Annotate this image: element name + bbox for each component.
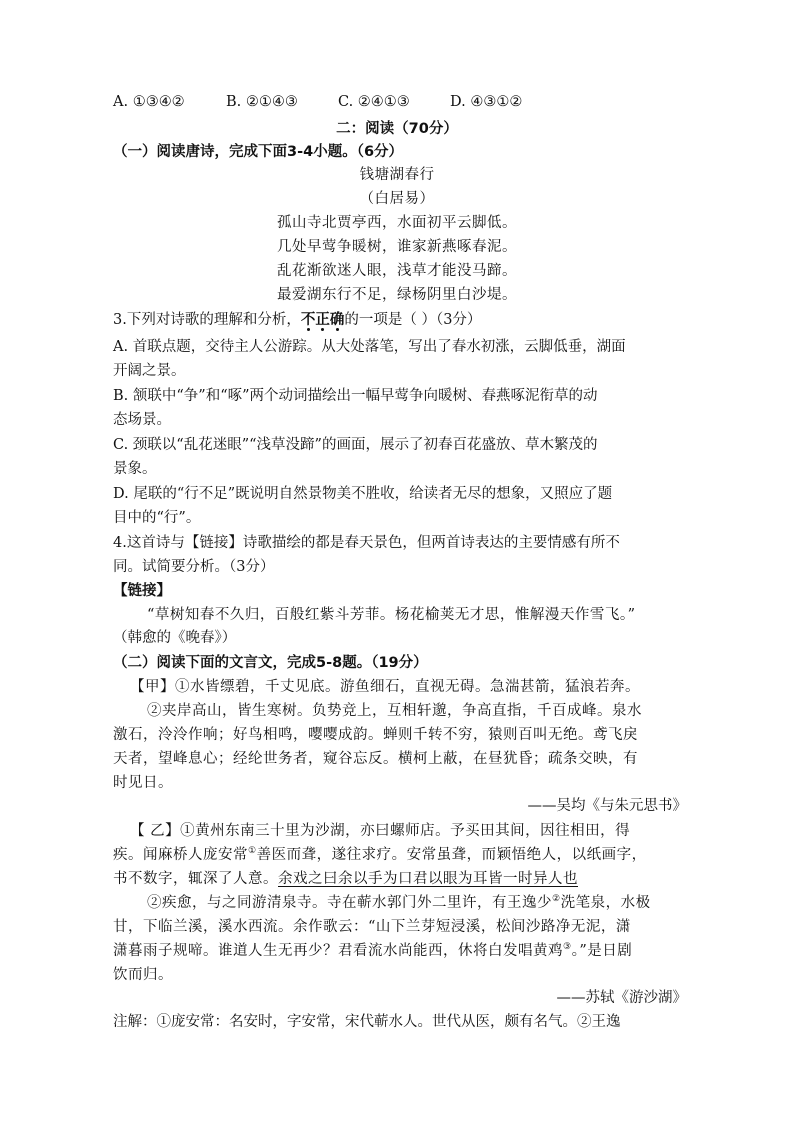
yi-source: ——苏轼《游沙湖》: [556, 990, 687, 1006]
jia-text-line: 激石，泠泠作响；好鸟相鸣，嘤嘤成韵。蝉则千转不穷，猿则百叫无绝。鸢飞戾: [113, 727, 638, 743]
emphasis-char: 确: [329, 312, 345, 328]
q3-option-b-cont: 态场景。: [113, 412, 171, 428]
annotation-notes: 注解：①庞安常：名安时，字安常，宋代蕲水人。世代从医，颇有名气。②王逸: [113, 1014, 621, 1030]
question-4-cont: 同。试简要分析。（3分）: [113, 559, 275, 575]
footnote-mark: ③: [563, 942, 572, 953]
emphasis-char: 不: [300, 312, 316, 328]
yi-text-line: [113, 845, 647, 865]
poem-line: 孤山寺北贾亭西，水面初平云脚低。: [277, 215, 517, 231]
yi-text-line: [147, 893, 651, 913]
poem-line: 最爱湖东行不足，绿杨阴里白沙堤。: [277, 287, 517, 303]
section-title: 二：阅读（70分）: [336, 121, 458, 137]
question-3-suffix: 的一项是（ ）（3分）: [344, 312, 482, 328]
jia-text-line: ②夹岸高山，皆生寒树。负势竞上，互相轩邈，争高直指，千百成峰。泉水: [147, 703, 642, 719]
question-3-prefix: 3.下列对诗歌的理解和分析，: [113, 312, 301, 328]
q2-option-a: A. ①③④②: [113, 94, 185, 110]
yi-text-line: 饮而归。: [113, 967, 173, 983]
yi-text-segment: 书不数字，辄深了人意。: [113, 871, 278, 887]
yi-text-segment: 。”是日剧: [571, 943, 633, 959]
poem-author: （白居易）: [359, 191, 435, 207]
jia-text-line: 时见日。: [113, 775, 173, 791]
q3-option-a: A. 首联点题，交待主人公游踪。从大处落笔，写出了春水初涨，云脚低垂，湖面: [113, 339, 626, 355]
jia-text-line: 【甲】①水皆缥碧，千丈见底。游鱼细石，直视无碍。急湍甚箭，猛浪若奔。: [130, 679, 640, 695]
poem-title: 钱塘湖春行: [359, 167, 435, 183]
part1-heading: （一）阅读唐诗，完成下面3-4小题。（6分）: [113, 144, 404, 160]
link-label: 【链接】: [113, 583, 171, 599]
q3-option-b: B. 颔联中“争”和“啄”两个动词描绘出一幅早莺争向暖树、春燕啄泥衔草的动: [113, 388, 598, 404]
footnote-mark: ②: [552, 894, 561, 905]
jia-source: ——吴均《与朱元思书》: [527, 798, 687, 814]
yi-text-line: 【 乙】①黄州东南三十里为沙湖，亦曰螺师店。予买田其间，因往相田，得: [130, 823, 631, 839]
q3-option-c: C. 颈联以“乱花迷眼”“浅草没蹄”的画面，展示了初春百花盛放、草木繁茂的: [113, 437, 598, 453]
footnote-mark: ①: [248, 846, 257, 857]
q2-option-d: D. ④③①②: [450, 94, 523, 110]
poem-line: 几处早莺争暖树，谁家新燕啄春泥。: [277, 239, 517, 255]
emphasis-char: 正: [315, 312, 330, 328]
yi-text-line: [113, 869, 578, 889]
yi-text-segment: ②疾愈，与之同游清泉寺。寺在蕲水郭门外二里许，有王逸少: [147, 895, 552, 911]
question-3: [113, 310, 481, 330]
jia-text-line: 天者，望峰息心；经纶世务者，窥谷忘反。横柯上蔽，在昼犹昏；疏条交映，有: [113, 751, 638, 767]
q3-option-c-cont: 景象。: [113, 461, 157, 477]
underlined-sentence: 余戏之曰余以手为口君以眼为耳皆一时异人也: [278, 871, 578, 887]
yi-text-segment: 善医而聋，遂往求疗。安常虽聋，而颖悟绝人，以纸画字，: [256, 847, 647, 863]
yi-text-segment: 疾。闻麻桥人庞安常: [113, 847, 248, 863]
yi-text-line: [113, 941, 632, 961]
poem-line: 乱花渐欲迷人眼，浅草才能没马蹄。: [277, 263, 517, 279]
q3-option-d-cont: 目中的“行”。: [113, 510, 201, 526]
q2-option-b: B. ②①④③: [226, 94, 298, 110]
yi-text-segment: 洗笔泉，水极: [560, 895, 651, 911]
link-source: （韩愈的《晚春》）: [113, 630, 237, 646]
question-4: 4.这首诗与【链接】诗歌描绘的都是春天景色，但两首诗表达的主要情感有所不: [113, 535, 620, 551]
part2-heading: （二）阅读下面的文言文，完成5-8题。（19分）: [113, 655, 428, 671]
yi-text-segment: 潇暮雨子规啼。谁道人生无再少？君看流水尚能西，休将白发唱黄鸡: [113, 943, 563, 959]
link-poem: “草树知春不久归，百般红紫斗芳菲。杨花榆荚无才思，惟解漫天作雪飞。”: [147, 607, 636, 623]
q3-option-d: D. 尾联的“行不足”既说明自然景物美不胜收，给读者无尽的想象，又照应了题: [113, 486, 613, 502]
q2-option-c: C. ②④①③: [338, 94, 410, 110]
yi-text-line: 甘，下临兰溪，溪水西流。余作歌云：“山下兰芽短浸溪，松间沙路净无泥，潇: [113, 919, 631, 935]
q3-option-a-cont: 开阔之景。: [113, 363, 186, 379]
